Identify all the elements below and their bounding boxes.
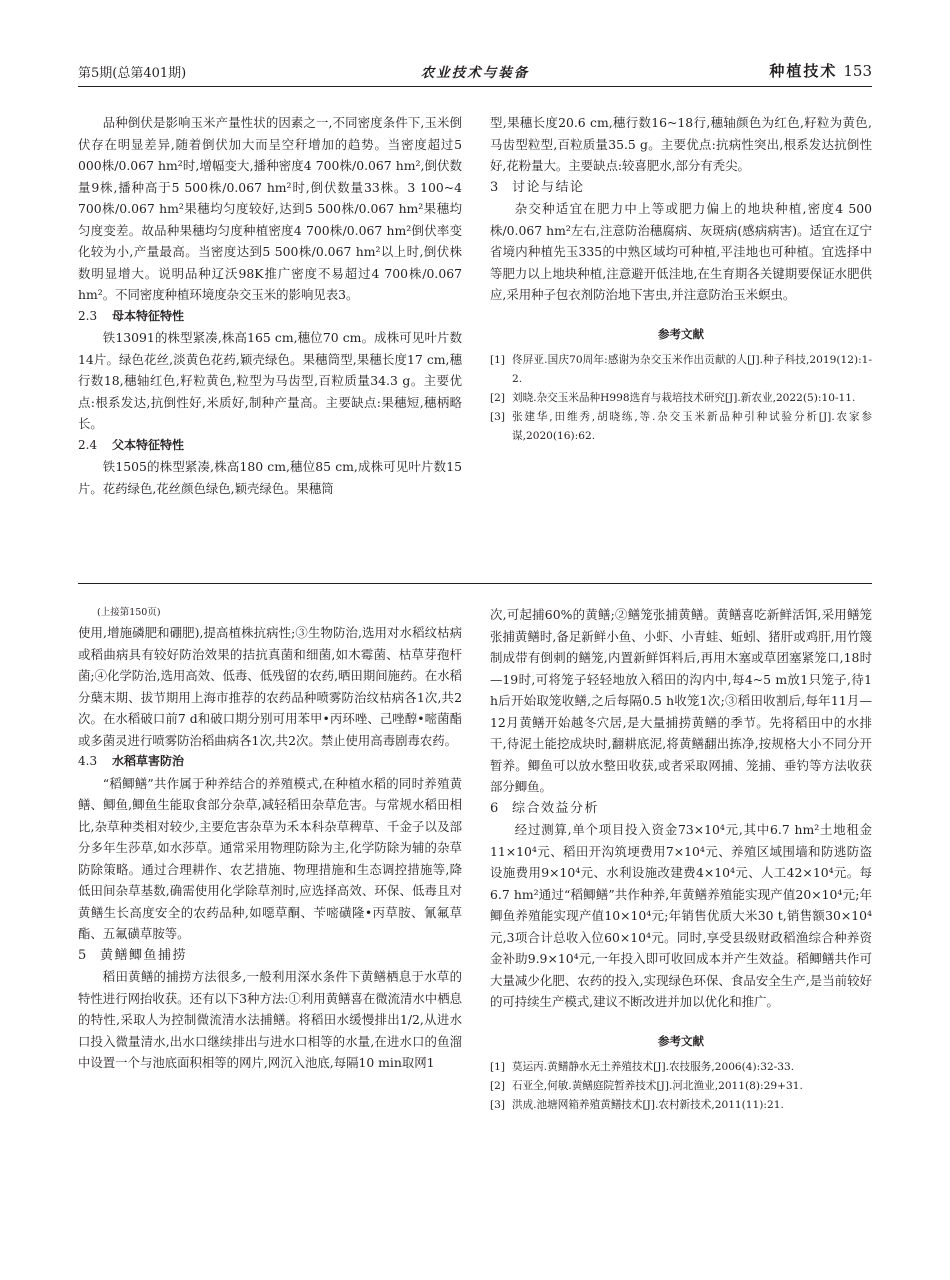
reference-item: [2] 石亚全,何敏.黄鳝庭院暂养技术[J].河北渔业,2011(8):29+31.	[490, 1080, 803, 1092]
continued-note: (上接第150页)	[97, 607, 161, 618]
page-number: 153	[843, 62, 872, 80]
paragraph: 铁1505的株型紧凑,株高180 cm,穗位85 cm,成株可见叶片数15片。花药绿色,花丝颜色绿色,颖壳绿色。果穗筒	[78, 459, 462, 496]
paragraph: 经过测算,单个项目投入资金73×10⁴元,其中6.7 hm²土地租金11×10⁴元、稻田开沟筑埂费用7×10⁴元、养殖区域围墙和防逃防盗设施费用9×10⁴元、水利设施改建费4×10⁴元、人工42×10⁴元。每6.7 hm²通过“稻鲫鳝”共作种养,年黄鳝养殖能实现产值20×10⁴元;年鲫鱼养殖能实现产值10×10⁴元;年销售优质大米30 t,销售额30×10⁴元,3项合计总收入位60×10⁴元。同时,享受县级财政稻渔综合种养资金补助9.9×10⁴元,一年投入即可收回成本并产生效益。稻鲫鳝共作可大量减少化肥、农药的投入,实现绿色环保、食品安全生产,是当前较好的可持续生产模式,建议不断改进并加以优化和推广。	[490, 822, 872, 1009]
reference-item: [3] 洪成.池塘网箱养殖黄鳝技术[J].农村新技术,2011(11):21.	[490, 1099, 784, 1111]
section-heading-2-4: 2.4 父本特征特性	[78, 437, 185, 452]
article-divider	[78, 583, 872, 584]
top-right-column	[490, 112, 872, 446]
section-heading-4-3: 4.3 水稻草害防治	[78, 754, 185, 768]
references-title: 参考文献	[658, 326, 704, 341]
reference-item: [1] 莫运丙.黄鳝静水无土养殖技术[J].农技服务,2006(4):32-33.	[490, 1061, 795, 1073]
references-title: 参考文献	[658, 1033, 704, 1048]
paragraph: 使用,增施磷肥和硼肥),提高植株抗病性;③生物防治,选用对水稻纹枯病或稻曲病具有较好防治效果的拮抗真菌和细菌,如木霉菌、枯草芽孢杆菌;④化学防治,选用高效、低毒、低残留的农药,晒田期间施药。在水稻分蘖末期、拔节期用上海市推荐的农药品种喷雾防治纹枯病各1次,共2次。在水稻破口前7 d和破口期分别可用苯甲•丙环唑、己唑醇•嘧菌酯或多菌灵进行喷雾防治稻曲病各1次,共2次。禁止使用高毒剧毒农药。	[78, 625, 462, 748]
section-heading-2-3: 2.3 母本特征特性	[78, 308, 185, 323]
section-title: 种植技术	[769, 62, 838, 80]
section-heading-3: 3 讨论与结论	[490, 179, 585, 195]
page-header	[78, 60, 872, 87]
section-heading-6: 6 综合效益分析	[490, 800, 600, 816]
paragraph: 杂交种适宜在肥力中上等或肥力偏上的地块种植,密度4 500株/0.067 hm²左右,注意防治穗腐病、灰斑病(感病病害)。适宜在辽宁省境内种植先玉335的中熟区域均可种植,平洼地也可种植。宜选择中等肥力以上地块种植,注意避开低洼地,在生育期各关键期要保证水肥供应,采用种子包衣剂防治地下害虫,并注意防治玉米螟虫。	[490, 201, 872, 302]
section-and-page	[769, 60, 872, 81]
paragraph: 次,可起捕60%的黄鳝;②鳝笼张捕黄鳝。黄鳝喜吃新鲜活饵,采用鳝笼张捕黄鳝时,备足新鲜小鱼、小虾、小青蛙、蚯蚓、猪肝或鸡肝,用竹篾制成带有倒刺的鳝笼,内置新鲜饵料后,再用木塞或草团塞紧笼口,18时—19时,可将笼子轻轻地放入稻田的沟内中,每4~5 m放1只笼子,待1 h后开始取笼收鳝,之后每隔0.5 h收笼1次;③稻田收割后,每年11月—12月黄鳝开始越冬穴居,是大量捕捞黄鳝的季节。先将稻田中的水排干,待泥土能挖成块时,翻耕底泥,将黄鳝翻出拣净,按规格大小不同分开暂养。鲫鱼可以放水整田收获,或者采取网捕、笼捕、垂钓等方法收获部分鲫鱼。	[490, 607, 872, 794]
paragraph: 铁13091的株型紧凑,株高165 cm,穗位70 cm。成株可见叶片数14片。绿色花丝,淡黄色花药,颖壳绿色。果穗筒型,果穗长度17 cm,穗行数18,穗轴红色,籽粒黄色,粒型为马齿型,百粒质量34.3 g。主要优点:根系发达,抗倒性好,米质好,制种产量高。主要缺点:果穗短,穗柄略长。	[78, 330, 462, 431]
reference-item: [2] 刘晓.杂交玉米品种H998选育与栽培技术研究[J].新农业,2022(5):10-11.	[490, 392, 856, 404]
paragraph: 稻田黄鳝的捕捞方法很多,一般利用深水条件下黄鳝栖息于水草的特性进行网抬收获。还有以下3种方法:①利用黄鳝喜在微流清水中栖息的特性,采取人为控制微流清水法捕鳝。将稻田水缓慢排出1/2,从进水口投入微量清水,出水口继续排出与进水口相等的水量,在进水口的鱼溜中设置一个与池底面积相等的网片,网沉入池底,每隔10 min取网1	[78, 969, 462, 1070]
journal-title: 农业技术与装备	[420, 65, 530, 81]
bottom-left-column	[78, 604, 462, 1074]
reference-item: [3] 张建华,田维秀,胡晓练,等.杂交玉米新品种引种试验分析[J].农家参谋,2020(16):62.	[490, 411, 872, 442]
paragraph: 型,果穗长度20.6 cm,穗行数16~18行,穗轴颜色为红色,籽粒为黄色,马齿型粒型,百粒质量35.5 g。主要优点:抗病性突出,根系发达抗倒性好,花粉量大。主要缺点:较喜肥水,部分有秃尖。	[490, 115, 872, 173]
paragraph: “稻鲫鳝”共作属于种养结合的养殖模式,在种植水稻的同时养殖黄鳝、鲫鱼,鲫鱼生能取食部分杂草,减轻稻田杂草危害。与常规水稻田相比,杂草种类相对较少,主要危害杂草为禾本科杂草稗草、千金子以及部分多年生莎草,如水莎草。通常采用物理防除为主,化学防除为辅的杂草防除策略。通过合理耕作、农艺措施、物理措施和生态调控措施等,降低田间杂草基数,确需使用化学除草剂时,应选择高效、环保、低毒且对黄鳝生长高度安全的农药品种,如噁草酮、苄嘧磺隆•丙草胺、氰氟草酯、五氟磺草胺等。	[78, 775, 462, 941]
section-heading-5: 5 黄鳝鲫鱼捕捞	[78, 947, 188, 963]
issue-info: 第5期(总第401期)	[78, 66, 187, 81]
reference-list	[490, 351, 872, 446]
paragraph: 品种倒伏是影响玉米产量性状的因素之一,不同密度条件下,玉米倒伏存在明显差异,随着倒伏加大而呈空秆增加的趋势。当密度超过5 000株/0.067 hm²时,增幅变大,播种密度4 700株/0.067 hm²,倒伏数量9株,播种高于5 500株/0.067 hm²时,倒伏数量33株。3 100~4 700株/0.067 hm²果穗均匀度较好,达到5 500株/0.067 hm²果穗均匀度变差。故品种果穗均匀度种植密度4 700株/0.067 hm²倒伏率变化较为小,产量最高。当密度达到5 500株/0.067 hm²以上时,倒伏株数明显增大。说明品种辽沃98K推广密度不易超过4 700株/0.067 hm²。不同密度种植环境度杂交玉米的影响见表3。	[78, 115, 462, 302]
reference-list	[490, 1058, 872, 1115]
top-left-column	[78, 112, 462, 499]
bottom-right-column	[490, 604, 872, 1115]
reference-item: [1] 佟屏亚.国庆70周年:感谢为杂交玉米作出贡献的人[J].种子科技,2019(12):1-2.	[490, 354, 872, 385]
